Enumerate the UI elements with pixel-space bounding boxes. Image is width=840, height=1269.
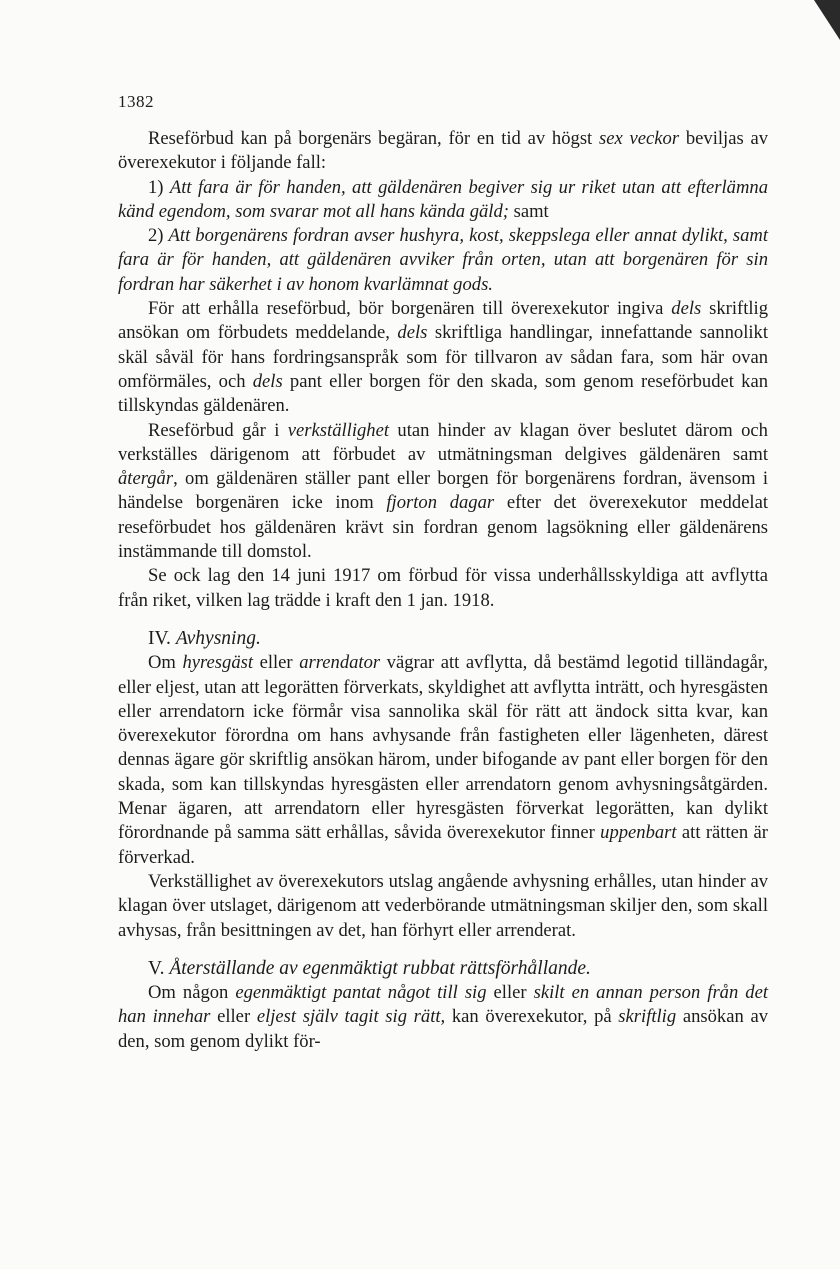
text-run: kan överexekutor, på bbox=[445, 1006, 619, 1028]
text-run: 2) bbox=[148, 225, 169, 247]
italic-text: återgår bbox=[118, 468, 174, 490]
text-run: V. bbox=[148, 957, 170, 979]
text-run: eller bbox=[210, 1006, 257, 1028]
text-run: Se ock lag den 14 juni 1917 om förbud för vissa underhållsskyldiga att avflytta från riket, vilken lag trädde i kraft den 1 jan. 1918. bbox=[118, 565, 768, 611]
text-run: Verkställighet av överexekutors utslag angående avhysning erhålles, utan hinder av klagan över utslaget, därigenom att vederbörande utmätningsman skiljer den, som skall avhysas, från besittningen av det, han förhyrt eller arrenderat. bbox=[118, 870, 768, 941]
text-run: Reseförbud kan på borgenärs begäran, för en tid av högst bbox=[148, 128, 600, 149]
italic-text: dels bbox=[397, 322, 428, 344]
text-run: utan hinder av klagan över beslutet därom och verkställes därigenom att förbudet av utmätningsman delgives gäldenären samt bbox=[118, 419, 768, 465]
text-run: efter det överexekutor meddelat reseförbudet hos gäldenären krävt sin fordran genom lagsökning eller gäldenärens instämmande till domstol. bbox=[118, 492, 768, 563]
text-run: skriftliga handlingar, innefattande sannolikt skäl såväl för hans fordringsanspråk som för tillvaron av sådan fara, som här ovan omförmäles, och bbox=[118, 322, 768, 392]
document-body bbox=[118, 127, 768, 1054]
italic-text: dels bbox=[671, 298, 702, 320]
text-run: Om någon bbox=[148, 982, 236, 1004]
text-run: , om gäldenären ställer pant eller borgen för borgenärens fordran, ävensom i händelse borgenären icke inom bbox=[118, 468, 768, 514]
italic-text: eljest själv tagit sig rätt, bbox=[256, 1006, 446, 1028]
text-run: samt bbox=[508, 200, 549, 222]
italic-text: Avhysning. bbox=[175, 627, 261, 649]
section-heading bbox=[118, 957, 768, 981]
paragraph bbox=[118, 981, 768, 1054]
paragraph bbox=[118, 870, 768, 943]
paragraph bbox=[118, 224, 768, 297]
text-run: ansökan av den, som genom dylikt för- bbox=[118, 1006, 768, 1052]
paragraph bbox=[118, 176, 768, 225]
text-run: IV. bbox=[148, 627, 176, 649]
italic-text: dels bbox=[252, 370, 283, 392]
italic-text: Att fara är för handen, att gäldenären begiver sig ur riket utan att efterlämna känd egendom, som svarar mot all hans kända gäld; bbox=[118, 176, 768, 222]
italic-text: Att borgenärens fordran avser hushyra, kost, skeppslega eller annat dylikt, samt fara är för handen, att gäldenären avviker från orten, utan att borgenären för sin fordran har säkerhet i av honom kvarlämnat gods. bbox=[118, 225, 768, 295]
paragraph bbox=[118, 564, 768, 613]
text-run: beviljas av överexekutor i följande fall: bbox=[118, 128, 769, 174]
text-run: Om bbox=[148, 652, 183, 674]
text-run: pant eller borgen för den skada, som genom reseförbudet kan tillskyndas gäldenären. bbox=[118, 370, 768, 417]
text-run: 1) bbox=[148, 176, 170, 198]
paragraph bbox=[118, 297, 768, 418]
text-run: Reseförbud går i bbox=[148, 419, 288, 441]
text-run: eller bbox=[253, 652, 300, 674]
paragraph bbox=[118, 419, 768, 565]
italic-text: skilt en annan person från det han innehar bbox=[118, 982, 769, 1028]
italic-text: skriftlig bbox=[618, 1006, 677, 1028]
paragraph bbox=[118, 127, 768, 176]
italic-text: arrendator bbox=[299, 652, 381, 674]
section-heading bbox=[118, 627, 768, 651]
text-run: eller bbox=[486, 982, 534, 1004]
text-run: att rätten är förverkad. bbox=[118, 822, 768, 868]
italic-text: fjorton dagar bbox=[386, 492, 495, 514]
italic-text: egenmäktigt pantat något till sig bbox=[235, 982, 487, 1004]
page-number: 1382 bbox=[118, 92, 154, 111]
text-run: vägrar att avflytta, då bestämd legotid tilländagår, eller eljest, utan att legorätten förverkats, skyldighet att avflytta inträtt, och hyresgästen eller arrendatorn icke förmår visa sannolika skäl för rätt att ändock sitta kvar, kan överexekutor förordna om hans avhysande från fastigheten eller lägenheten, därest dennas ägare gör skriftlig ansökan härom, under bifogande av pant eller borgen för den skada, som kan tillskyndas hyresgästen eller arrendatorn genom avhysningsåtgärden. Menar ägaren, att arrendatorn eller hyresgästen förverkat legorätten, kan dylikt förordnande på samma sätt erhållas, såvida överexekutor finner bbox=[118, 652, 769, 844]
text-run: För att erhålla reseförbud, bör borgenären till överexekutor ingiva bbox=[148, 298, 672, 320]
text-run: skriftlig ansökan om förbudets meddelande, bbox=[118, 298, 768, 344]
italic-text: uppenbart bbox=[600, 822, 677, 844]
page-corner-shadow bbox=[814, 0, 840, 40]
paragraph bbox=[118, 651, 768, 870]
italic-text: hyresgäst bbox=[182, 652, 254, 674]
italic-text: sex veckor bbox=[599, 128, 680, 149]
italic-text: Återställande av egenmäktigt rubbat rättsförhållande. bbox=[169, 957, 591, 979]
italic-text: verkställighet bbox=[287, 419, 390, 441]
